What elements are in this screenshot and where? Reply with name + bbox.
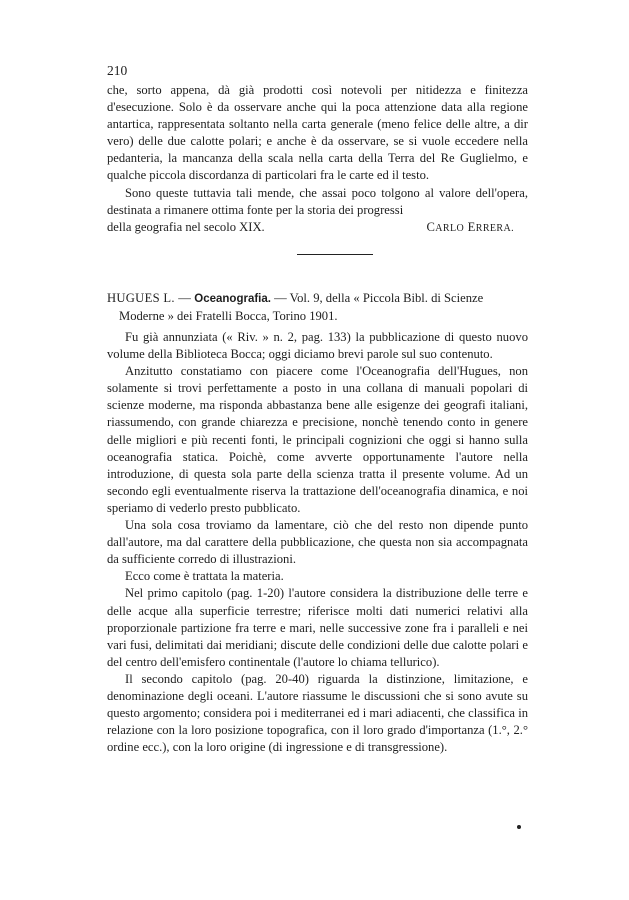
- page-number: 210: [107, 63, 128, 78]
- closing-text: della geografia nel secolo XIX.: [107, 219, 265, 234]
- previous-review-text: [107, 82, 528, 237]
- paragraph: Fu già annunziata (« Riv. » n. 2, pag. 133) la pubblicazione di questo nuovo volume della Biblioteca Bocca; oggi diciamo brevi parole sul suo contenuto.: [107, 330, 528, 362]
- signature: CARLO ERRERA.: [426, 219, 514, 234]
- review-details: — Vol. 9, della « Piccola Bibl. di Scienze: [274, 291, 484, 305]
- review-author: HUGUES L. —: [107, 291, 192, 305]
- section-divider: [297, 254, 373, 255]
- ink-mark: [517, 825, 521, 829]
- review-details-line2: Moderne » dei Fratelli Bocca, Torino 1901.: [119, 309, 338, 323]
- paragraph: Il secondo capitolo (pag. 20-40) riguarda la distinzione, limitazione, e denominazione degli oceani. L'autore riassume le discussioni che si sono avute su questo argomento; considera poi i mediterranei ed i mari adiacenti, che classifica in relazione con la loro posizione topografica, con il loro grado d'importanza (1.°, 2.° ordine ecc.), con la loro origine (di ingressione e di transgressione).: [107, 671, 528, 755]
- closing-line: [107, 219, 528, 237]
- paragraph: Sono queste tuttavia tali mende, che assai poco tolgono al valore dell'opera, destinata a rimanere ottima fonte per la storia dei progressi: [107, 185, 528, 217]
- review-title: Oceanografia.: [194, 293, 271, 305]
- paragraph: che, sorto appena, dà già prodotti così notevoli per nitidezza e finitezza d'esecuzione. Solo è da osservare anche qui la poca attenzione data alla regione antartica, rappresentata soltanto nella carta generale (meno felice delle altre, a dir vero) delle due calotte polari; e anche è da osservare, se si vuole eccedere nella pedanteria, la mancanza della scala nella carta della Terra del Re Guglielmo, e qualche piccola discordanza di particolari fra le carte ed il testo.: [107, 83, 528, 183]
- paragraph: Anzitutto constatiamo con piacere come l'Oceanografia dell'Hugues, non solamente si trovi perfettamente a posto in una collana di manuali popolari di scienze moderne, ma risponda abbastanza bene alle esigenze dei geografi italiani, riassumendo, con grande chiarezza e precisione, nonchè tenendo conto in genere delle migliori e più recenti fonti, le principali cognizioni che oggi si hanno sulla oceanografia statica. Poichè, come avverte opportunamente l'autore nella introduzione, di questa sola parte della scienza tratta il presente volume. Ad un secondo egli eventualmente riserva la trattazione dell'oceanografia dinamica, e noi speriamo di vederlo presto pubblicato.: [107, 364, 528, 515]
- review-body: [107, 329, 528, 756]
- paragraph: Ecco come è trattata la materia.: [125, 569, 284, 584]
- review-heading: [107, 290, 528, 325]
- paragraph: Nel primo capitolo (pag. 1-20) l'autore considera la distribuzione delle terre e delle acque alla superficie terrestre; riferisce molti dati numerici relativi alla proporzionale partizione fra terre e mari, nelle successive zone fra i paralleli e nei vari fusi, delimitati dai meridiani; discute delle condizioni delle due calotte polari e del centro dell'emisfero continentale (l'autore lo chiama tellurico).: [107, 586, 528, 669]
- paragraph: Una sola cosa troviamo da lamentare, ciò che del resto non dipende punto dall'autore, ma dal carattere della pubblicazione, che questa non sia accompagnata da sufficiente corredo di illustrazioni.: [107, 518, 528, 567]
